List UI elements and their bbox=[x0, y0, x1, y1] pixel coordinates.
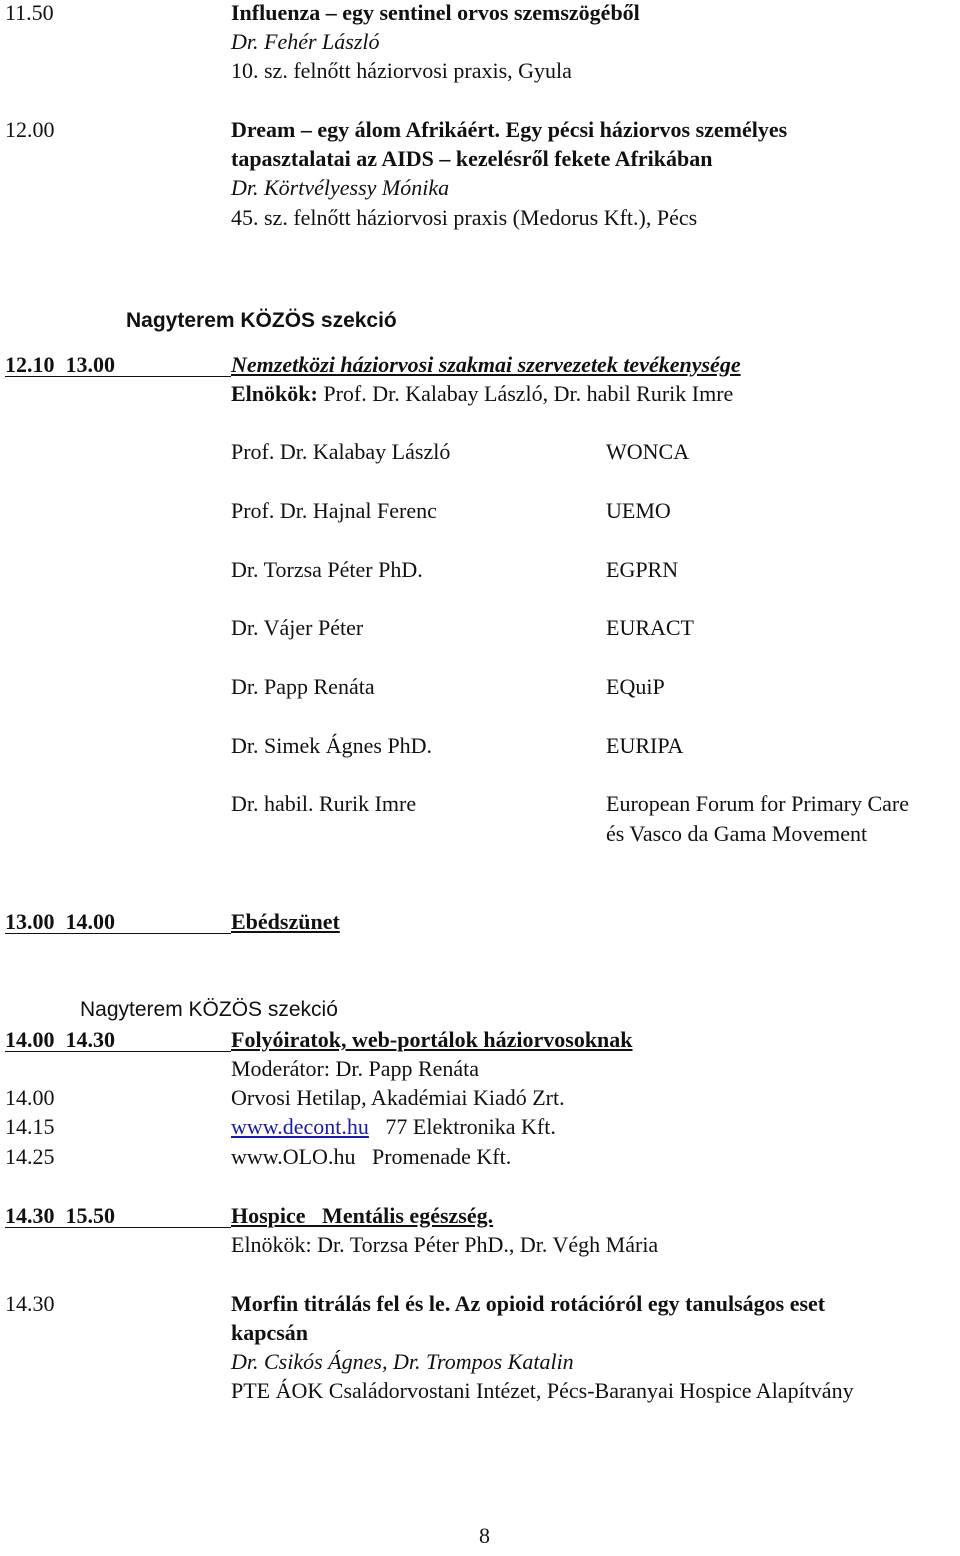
member-org: European Forum for Primary Care bbox=[606, 791, 910, 816]
time-underline bbox=[5, 933, 231, 934]
chairs-label: Elnökök: bbox=[231, 381, 318, 406]
session-time-start: 12.10 bbox=[5, 352, 55, 377]
member-name: Dr. Torzsa Péter PhD. bbox=[231, 557, 423, 582]
member-org: UEMO bbox=[606, 498, 671, 523]
session-title: Folyóiratok, web-portálok háziorvosoknak bbox=[231, 1027, 633, 1052]
member-name: Prof. Dr. Kalabay László bbox=[231, 439, 451, 464]
item-line bbox=[231, 1146, 511, 1168]
lunch-time bbox=[5, 911, 115, 933]
chairs-names: Prof. Dr. Kalabay László, Dr. habil Rurik Imre bbox=[323, 381, 734, 406]
talk-title: Influenza – egy sentinel orvos szemszögéből bbox=[231, 0, 640, 25]
talk-affiliation: 10. sz. felnőtt háziorvosi praxis, Gyula bbox=[231, 58, 572, 83]
talk-title: Morfin titrálás fel és le. Az opioid rotációról egy tanulságos eset bbox=[231, 1291, 826, 1316]
member-name: Dr. Vájer Péter bbox=[231, 615, 364, 640]
talk-time: 11.50 bbox=[5, 0, 54, 25]
session-time bbox=[5, 354, 115, 376]
time-underline bbox=[5, 1051, 231, 1052]
lunch-time-start: 13.00 bbox=[5, 909, 55, 934]
item-time: 14.00 bbox=[5, 1085, 55, 1110]
session-time-start: 14.30 bbox=[5, 1203, 55, 1228]
talk-speaker: Dr. Csikós Ágnes, Dr. Trompos Katalin bbox=[231, 1349, 574, 1374]
hall-heading: Nagyterem KÖZÖS szekció bbox=[80, 998, 338, 1021]
item-time: 14.15 bbox=[5, 1114, 55, 1139]
member-name: Dr. Simek Ágnes PhD. bbox=[231, 733, 433, 758]
member-org: EQuiP bbox=[606, 674, 665, 699]
item-text: Orvosi Hetilap, Akadémiai Kiadó Zrt. bbox=[231, 1085, 565, 1110]
hall-heading: Nagyterem KÖZÖS szekció bbox=[126, 309, 397, 332]
member-org-line2: és Vasco da Gama Movement bbox=[606, 821, 868, 846]
member-org: EGPRN bbox=[606, 557, 679, 582]
talk-time: 12.00 bbox=[5, 117, 55, 142]
item-text: 77 Elektronika Kft. bbox=[385, 1114, 556, 1139]
talk-speaker: Dr. Fehér László bbox=[231, 29, 380, 54]
member-name: Prof. Dr. Hajnal Ferenc bbox=[231, 498, 437, 523]
member-name: Dr. Papp Renáta bbox=[231, 674, 375, 699]
page-number: 8 bbox=[479, 1523, 490, 1548]
member-org: EURIPA bbox=[606, 733, 684, 758]
session-chairs bbox=[231, 383, 733, 405]
time-underline bbox=[5, 1227, 231, 1228]
session-moderator: Moderátor: Dr. Papp Renáta bbox=[231, 1056, 480, 1081]
item-time: 14.25 bbox=[5, 1144, 55, 1169]
talk-title: tapasztalatai az AIDS – kezelésről fekete Afrikában bbox=[231, 146, 713, 171]
session-title: Nemzetközi háziorvosi szakmai szervezetek tevékenysége bbox=[231, 352, 741, 377]
member-name: Dr. habil. Rurik Imre bbox=[231, 791, 417, 816]
lunch-time-end: 14.00 bbox=[65, 909, 115, 934]
talk-speaker: Dr. Körtvélyessy Mónika bbox=[231, 175, 450, 200]
time-underline bbox=[5, 376, 231, 377]
talk-affiliation: 45. sz. felnőtt háziorvosi praxis (Medorus Kft.), Pécs bbox=[231, 205, 698, 230]
session-chairs: Elnökök: Dr. Torzsa Péter PhD., Dr. Végh Mária bbox=[231, 1232, 659, 1257]
talk-title: kapcsán bbox=[231, 1320, 309, 1345]
session-time bbox=[5, 1205, 115, 1227]
item-text: Promenade Kft. bbox=[371, 1144, 512, 1169]
talk-affiliation: PTE ÁOK Családorvostani Intézet, Pécs-Baranyai Hospice Alapítvány bbox=[231, 1378, 854, 1403]
olo-url: www.OLO.hu bbox=[231, 1144, 356, 1169]
session-time-end: 13.00 bbox=[65, 352, 115, 377]
member-org: WONCA bbox=[606, 439, 690, 464]
lunch-title: Ebédszünet bbox=[231, 909, 340, 934]
talk-time: 14.30 bbox=[5, 1291, 55, 1316]
session-time bbox=[5, 1029, 115, 1051]
member-org: EURACT bbox=[606, 615, 694, 640]
session-title: Hospice Mentális egészség. bbox=[231, 1203, 494, 1228]
session-time-start: 14.00 bbox=[5, 1027, 55, 1052]
session-time-end: 15.50 bbox=[65, 1203, 115, 1228]
item-line bbox=[231, 1116, 556, 1138]
talk-title: Dream – egy álom Afrikáért. Egy pécsi háziorvos személyes bbox=[231, 117, 788, 142]
decont-link[interactable]: www.decont.hu bbox=[231, 1114, 369, 1139]
session-time-end: 14.30 bbox=[65, 1027, 115, 1052]
